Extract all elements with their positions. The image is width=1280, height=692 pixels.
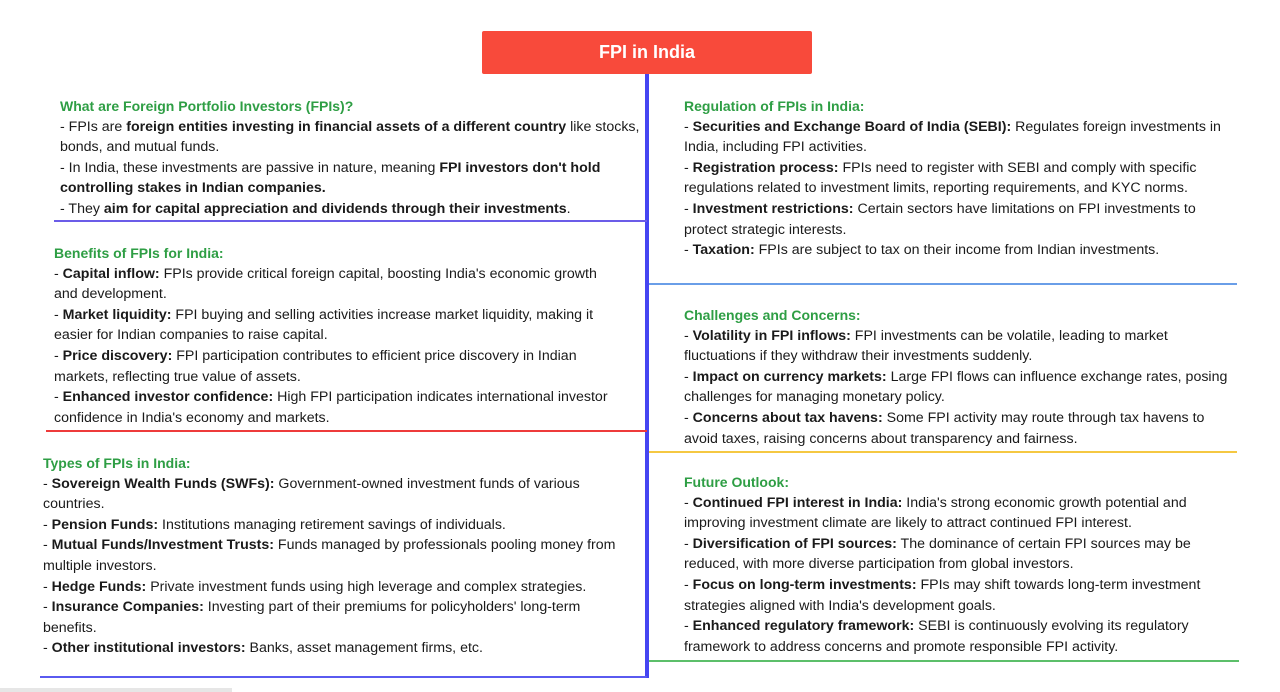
node-heading: Benefits of FPIs for India: bbox=[54, 245, 224, 261]
node-heading: Future Outlook: bbox=[684, 474, 789, 490]
bullet-prefix: - bbox=[684, 368, 693, 385]
bullet-text: FPI investments can be volatile, leading to market fluctuations if they withdraw their investments suddenly. bbox=[684, 327, 1168, 365]
bullet-text: Certain sectors have limitations on FPI investments to protect strategic interests. bbox=[684, 200, 1196, 238]
bullet-item bbox=[43, 638, 623, 659]
bullet-prefix: - bbox=[54, 347, 63, 364]
bullet-bold-term: Enhanced investor confidence: bbox=[62, 389, 274, 406]
bullet-prefix: - bbox=[684, 242, 693, 259]
bullet-prefix: - In India, these investments are passive in nature, meaning bbox=[60, 159, 440, 176]
bullet-bold-term: Registration process: bbox=[692, 159, 839, 176]
bullet-item bbox=[684, 616, 1239, 657]
bullet-text: Some FPI activity may route through tax havens to avoid taxes, raising concerns about transparency and fairness. bbox=[684, 409, 1205, 447]
bullet-item bbox=[684, 240, 1239, 261]
bullet-prefix: - bbox=[684, 409, 693, 426]
bullet-text: Investing part of their premiums for policyholders' long-term benefits. bbox=[43, 599, 581, 636]
bullet-bold-term: foreign entities investing in financial assets of a different country bbox=[126, 118, 567, 135]
bullet-prefix: - bbox=[43, 599, 52, 616]
bullet-prefix: - bbox=[684, 327, 693, 344]
bullet-bold-term: Sovereign Wealth Funds (SWFs): bbox=[51, 475, 275, 492]
bullet-bold-term: Volatility in FPI inflows: bbox=[692, 327, 851, 344]
bullet-bold-term: aim for capital appreciation and dividends through their investments bbox=[103, 200, 567, 217]
bullet-text: FPIs need to register with SEBI and comply with specific regulations related to investment limits, reporting requirements, and KYC norms. bbox=[684, 159, 1197, 197]
bullet-text: FPI buying and selling activities increase market liquidity, making it easier for Indian companies to raise capital. bbox=[54, 306, 594, 344]
bullet-text: Funds managed by professionals pooling money from multiple investors. bbox=[43, 537, 616, 574]
bullet-item bbox=[60, 199, 640, 220]
bullet-text: like stocks, bonds, and mutual funds. bbox=[60, 118, 640, 156]
bullet-item bbox=[60, 117, 640, 158]
outlook-underline bbox=[649, 660, 1239, 662]
bullet-item bbox=[43, 577, 623, 598]
bullet-prefix: - bbox=[684, 200, 693, 217]
bullet-item bbox=[684, 199, 1239, 240]
bullet-prefix: - bbox=[684, 618, 693, 635]
bullet-text: Regulates foreign investments in India, including FPI activities. bbox=[684, 118, 1221, 156]
bullet-item bbox=[60, 158, 640, 199]
types-underline-connector bbox=[40, 676, 647, 678]
bullet-item bbox=[43, 515, 623, 536]
bullet-text: FPIs provide critical foreign capital, boosting India's economic growth and development. bbox=[54, 265, 597, 303]
node-heading: What are Foreign Portfolio Investors (FPIs)? bbox=[60, 98, 354, 114]
bullet-item bbox=[684, 117, 1239, 158]
central-topic[interactable] bbox=[482, 31, 812, 74]
bullet-item bbox=[43, 535, 623, 576]
bullet-item bbox=[684, 493, 1239, 534]
challenges-underline bbox=[649, 451, 1237, 453]
bullet-prefix: - bbox=[54, 389, 63, 406]
bullet-text: Private investment funds using high leverage and complex strategies. bbox=[146, 578, 587, 595]
bullet-bold-term: Price discovery: bbox=[62, 347, 173, 364]
bullet-bold-term: Taxation: bbox=[692, 242, 755, 259]
bullet-bold-term: Concerns about tax havens: bbox=[692, 409, 883, 426]
bullet-prefix: - bbox=[43, 537, 52, 554]
bullet-item bbox=[684, 534, 1239, 575]
bullet-bold-term: Securities and Exchange Board of India (SEBI): bbox=[692, 118, 1012, 135]
bullet-bold-term: Impact on currency markets: bbox=[692, 368, 887, 385]
bullet-bold-term: Other institutional investors: bbox=[51, 640, 246, 657]
bullet-bold-term: Capital inflow: bbox=[62, 265, 160, 282]
horizontal-scrollbar[interactable] bbox=[0, 688, 232, 692]
bullet-text: The dominance of certain FPI sources may be reduced, with more diverse participation from global investors. bbox=[684, 535, 1191, 573]
bullet-text: India's strong economic growth potential and improving investment climate are likely to attract continued FPI interest. bbox=[684, 494, 1187, 532]
bullet-text: . bbox=[566, 200, 571, 217]
bullet-bold-term: Pension Funds: bbox=[51, 516, 159, 533]
bullet-item bbox=[54, 387, 614, 428]
bullet-item bbox=[684, 575, 1239, 616]
bullet-item bbox=[54, 264, 614, 305]
bullet-prefix: - bbox=[43, 516, 52, 533]
bullet-item bbox=[43, 597, 623, 638]
node-types[interactable] bbox=[43, 453, 623, 659]
bullet-bold-term: Continued FPI interest in India: bbox=[692, 494, 903, 511]
regulation-underline bbox=[649, 283, 1237, 285]
node-heading: Regulation of FPIs in India: bbox=[684, 98, 865, 114]
bullet-text: Large FPI flows can influence exchange rates, posing challenges for managing monetary policy. bbox=[684, 368, 1228, 406]
bullet-prefix: - bbox=[43, 475, 52, 492]
node-heading: Types of FPIs in India: bbox=[43, 455, 191, 471]
bullet-bold-term: FPI investors don't hold controlling stakes in Indian companies. bbox=[60, 159, 601, 197]
bullet-item bbox=[684, 326, 1239, 367]
spine-connector bbox=[645, 74, 649, 678]
bullet-item bbox=[684, 367, 1239, 408]
bullet-bold-term: Insurance Companies: bbox=[51, 599, 204, 616]
node-regulation[interactable] bbox=[684, 96, 1239, 261]
bullet-text: FPIs may shift towards long-term investment strategies aligned with India's development goals. bbox=[684, 576, 1201, 614]
bullet-prefix: - bbox=[684, 494, 693, 511]
node-challenges[interactable] bbox=[684, 305, 1239, 449]
bullet-prefix: - bbox=[54, 265, 63, 282]
bullet-text: FPI participation contributes to efficient price discovery in Indian markets, reflecting true value of assets. bbox=[54, 347, 577, 385]
bullet-text: Government-owned investment funds of various countries. bbox=[43, 475, 580, 513]
bullet-bold-term: Diversification of FPI sources: bbox=[692, 535, 897, 552]
bullet-prefix: - bbox=[54, 306, 63, 323]
bullet-bold-term: Mutual Funds/Investment Trusts: bbox=[51, 537, 274, 554]
benefits-underline bbox=[46, 430, 647, 432]
bullet-prefix: - bbox=[684, 535, 693, 552]
bullet-item bbox=[684, 158, 1239, 199]
bullet-bold-term: Investment restrictions: bbox=[692, 200, 854, 217]
bullet-prefix: - bbox=[43, 640, 52, 657]
bullet-bold-term: Market liquidity: bbox=[62, 306, 172, 323]
node-what-are-fpis[interactable] bbox=[60, 96, 640, 220]
bullet-prefix: - FPIs are bbox=[60, 118, 127, 135]
bullet-prefix: - bbox=[684, 118, 693, 135]
bullet-text: SEBI is continuously evolving its regulatory framework to address concerns and promote responsible FPI activity. bbox=[684, 618, 1189, 655]
bullet-prefix: - They bbox=[60, 200, 104, 217]
bullet-bold-term: Enhanced regulatory framework: bbox=[692, 618, 915, 635]
bullet-text: FPIs are subject to tax on their income from Indian investments. bbox=[754, 242, 1160, 259]
bullet-text: Institutions managing retirement savings of individuals. bbox=[158, 516, 506, 533]
what-underline bbox=[54, 220, 647, 222]
bullet-bold-term: Hedge Funds: bbox=[51, 578, 147, 595]
node-heading: Challenges and Concerns: bbox=[684, 307, 861, 323]
bullet-text: High FPI participation indicates international investor confidence in India's economy and markets. bbox=[54, 389, 608, 426]
central-topic-label: FPI in India bbox=[598, 42, 695, 62]
bullet-bold-term: Focus on long-term investments: bbox=[692, 576, 917, 593]
bullet-item bbox=[43, 474, 623, 515]
bullet-text: Banks, asset management firms, etc. bbox=[245, 640, 483, 657]
bullet-item bbox=[54, 346, 614, 387]
node-benefits[interactable] bbox=[54, 243, 614, 428]
bullet-prefix: - bbox=[684, 159, 693, 176]
bullet-item bbox=[684, 408, 1239, 449]
bullet-item bbox=[54, 305, 614, 346]
bullet-prefix: - bbox=[43, 578, 52, 595]
node-outlook[interactable] bbox=[684, 472, 1239, 657]
bullet-prefix: - bbox=[684, 576, 693, 593]
